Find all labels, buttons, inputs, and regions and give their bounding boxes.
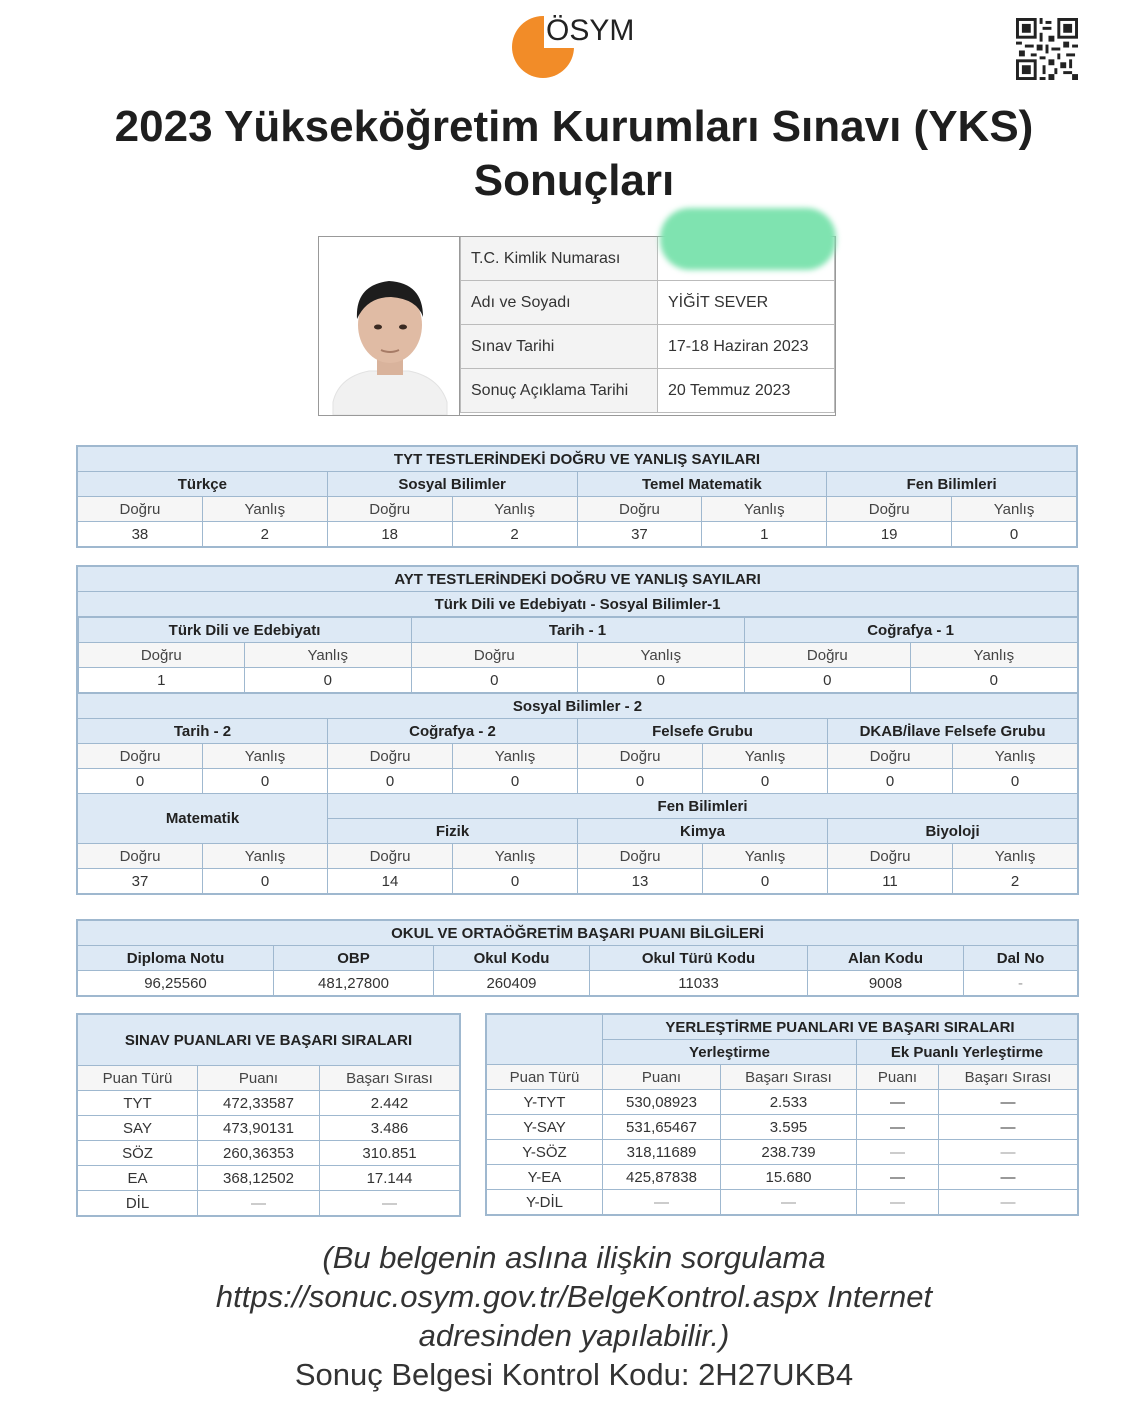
scores-table <box>77 1014 460 1216</box>
score-type: TYT <box>78 1091 198 1116</box>
ayt-table <box>77 566 1078 894</box>
tyt-table <box>77 446 1077 547</box>
tyt-value: 2 <box>202 522 327 547</box>
placement-header: Puan Türü <box>487 1065 603 1090</box>
placement-value: 531,65467 <box>603 1115 721 1140</box>
ayt-group-1-title: Türk Dili ve Edebiyatı - Sosyal Bilimler-1 <box>78 592 1078 617</box>
ayt-group-1-inner <box>78 617 1078 693</box>
ayt-value: 11 <box>828 869 953 894</box>
ek-value: — <box>857 1190 939 1215</box>
ayt-value: 0 <box>744 668 911 693</box>
diploma-notu: 96,25560 <box>78 971 274 996</box>
ayt-value: 0 <box>703 869 828 894</box>
qr-code-icon <box>1016 18 1078 80</box>
identity-row <box>461 281 835 325</box>
control-code: Sonuç Belgesi Kontrol Kodu: 2H27UKB4 <box>294 1357 854 1392</box>
placement-header: Puanı <box>603 1065 721 1090</box>
ayt-value: 0 <box>411 668 578 693</box>
dogru-label: Doğru <box>328 844 453 869</box>
tyt-value: 37 <box>577 522 702 547</box>
ayt-subject-biyoloji: Biyoloji <box>828 819 1078 844</box>
placement-rank: — <box>721 1190 857 1215</box>
ayt-subject-tarih-2: Tarih - 2 <box>78 719 328 744</box>
tyt-value: 19 <box>827 522 952 547</box>
ek-rank: — <box>939 1190 1078 1215</box>
ayt-value: 0 <box>578 668 745 693</box>
ayt-subject-felsefe: Felsefe Grubu <box>578 719 828 744</box>
alan-kodu: 9008 <box>808 971 964 996</box>
placement-value: 318,11689 <box>603 1140 721 1165</box>
obp-table <box>77 920 1078 996</box>
placement-ek: Ek Puanlı Yerleştirme <box>857 1040 1078 1065</box>
ayt-value: 0 <box>453 769 578 794</box>
footer-note <box>60 1238 1088 1394</box>
yanlis-label: Yanlış <box>703 844 828 869</box>
ek-rank: — <box>939 1165 1078 1190</box>
ayt-value: 0 <box>578 769 703 794</box>
tyt-value: 2 <box>452 522 577 547</box>
placement-header: Başarı Sırası <box>721 1065 857 1090</box>
placement-value: 425,87838 <box>603 1165 721 1190</box>
scores-header: Puan Türü <box>78 1066 198 1091</box>
name-value: YİĞİT SEVER <box>658 281 835 325</box>
score-value: — <box>198 1191 320 1216</box>
dogru-label: Doğru <box>327 497 452 522</box>
ayt-group-2-title: Sosyal Bilimler - 2 <box>78 694 1078 719</box>
score-value: 472,33587 <box>198 1091 320 1116</box>
score-rank: 3.486 <box>320 1116 460 1141</box>
placement-yer: Yerleştirme <box>603 1040 857 1065</box>
osym-logo <box>512 8 652 74</box>
exam-date-value: 17-18 Haziran 2023 <box>658 325 835 369</box>
placement-corner <box>487 1015 603 1065</box>
yanlis-label: Yanlış <box>702 497 827 522</box>
yanlis-label: Yanlış <box>953 844 1078 869</box>
ayt-value: 0 <box>953 769 1078 794</box>
ayt-subject-matematik: Matematik <box>78 794 328 844</box>
ayt-subject-edebiyat: Türk Dili ve Edebiyatı <box>78 618 411 643</box>
name-label: Adı ve Soyadı <box>461 281 658 325</box>
yanlis-label: Yanlış <box>245 643 412 668</box>
yanlis-label: Yanlış <box>911 643 1078 668</box>
score-type: SÖZ <box>78 1141 198 1166</box>
ek-rank: — <box>939 1090 1078 1115</box>
dogru-label: Doğru <box>828 744 953 769</box>
score-rank: — <box>320 1191 460 1216</box>
score-value: 473,90131 <box>198 1116 320 1141</box>
yanlis-label: Yanlış <box>452 497 577 522</box>
placement-title: YERLEŞTİRME PUANLARI VE BAŞARI SIRALARI <box>603 1015 1078 1040</box>
title-line-1: 2023 Yükseköğretim Kurumları Sınavı (YKS) <box>114 102 1034 151</box>
ayt-value: 0 <box>245 668 412 693</box>
ek-value: — <box>857 1165 939 1190</box>
yanlis-label: Yanlış <box>952 497 1077 522</box>
placement-rank: 2.533 <box>721 1090 857 1115</box>
okul-kodu: 260409 <box>434 971 590 996</box>
dogru-label: Doğru <box>328 744 453 769</box>
scores-header: Başarı Sırası <box>320 1066 460 1091</box>
ayt-value: 0 <box>911 668 1078 693</box>
obp-header: Diploma Notu <box>78 946 274 971</box>
placement-table <box>486 1014 1078 1215</box>
placement-type: Y-EA <box>487 1165 603 1190</box>
score-type: DİL <box>78 1191 198 1216</box>
yanlis-label: Yanlış <box>203 744 328 769</box>
placement-value: 530,08923 <box>603 1090 721 1115</box>
ayt-subject-cografya-1: Coğrafya - 1 <box>744 618 1077 643</box>
score-rank: 2.442 <box>320 1091 460 1116</box>
placement-type: Y-SÖZ <box>487 1140 603 1165</box>
dogru-label: Doğru <box>827 497 952 522</box>
obp-header: Okul Kodu <box>434 946 590 971</box>
score-value: 260,36353 <box>198 1141 320 1166</box>
footer-line-3: adresinden yapılabilir.) <box>418 1318 730 1353</box>
tyt-value: 38 <box>78 522 203 547</box>
ayt-subject-cografya-2: Coğrafya - 2 <box>328 719 578 744</box>
tyt-value: 18 <box>327 522 452 547</box>
score-value: 368,12502 <box>198 1166 320 1191</box>
obp-value: 481,27800 <box>274 971 434 996</box>
tyt-value: 1 <box>702 522 827 547</box>
dogru-label: Doğru <box>744 643 911 668</box>
okul-turu-kodu: 11033 <box>590 971 808 996</box>
scores-title: SINAV PUANLARI VE BAŞARI SIRALARI <box>78 1015 460 1066</box>
dogru-label: Doğru <box>78 844 203 869</box>
dogru-label: Doğru <box>78 744 203 769</box>
ayt-value: 0 <box>703 769 828 794</box>
tyt-title: TYT TESTLERİNDEKİ DOĞRU VE YANLIŞ SAYILARI <box>78 447 1077 472</box>
ek-value: — <box>857 1140 939 1165</box>
tyt-value: 0 <box>952 522 1077 547</box>
title-line-2: Sonuçları <box>473 156 675 205</box>
scores-header: Puanı <box>198 1066 320 1091</box>
placement-rank: 238.739 <box>721 1140 857 1165</box>
ayt-value: 0 <box>453 869 578 894</box>
ayt-subject-fizik: Fizik <box>328 819 578 844</box>
ek-rank: — <box>939 1140 1078 1165</box>
ayt-title: AYT TESTLERİNDEKİ DOĞRU VE YANLIŞ SAYILARI <box>78 567 1078 592</box>
ayt-value: 37 <box>78 869 203 894</box>
yanlis-label: Yanlış <box>202 497 327 522</box>
score-type: EA <box>78 1166 198 1191</box>
tc-label: T.C. Kimlik Numarası <box>461 237 658 281</box>
placement-type: Y-TYT <box>487 1090 603 1115</box>
dal-no: - <box>964 971 1078 996</box>
placement-header: Başarı Sırası <box>939 1065 1078 1090</box>
exam-date-label: Sınav Tarihi <box>461 325 658 369</box>
ayt-value: 0 <box>828 769 953 794</box>
ayt-subject-tarih-1: Tarih - 1 <box>411 618 744 643</box>
result-date-label: Sonuç Açıklama Tarihi <box>461 369 658 413</box>
yanlis-label: Yanlış <box>453 844 578 869</box>
ayt-value: 13 <box>578 869 703 894</box>
tyt-subject-fen: Fen Bilimleri <box>827 472 1077 497</box>
obp-header: Alan Kodu <box>808 946 964 971</box>
placement-rank: 15.680 <box>721 1165 857 1190</box>
placement-type: Y-DİL <box>487 1190 603 1215</box>
placement-type: Y-SAY <box>487 1115 603 1140</box>
ek-value: — <box>857 1090 939 1115</box>
dogru-label: Doğru <box>578 844 703 869</box>
obp-header: OBP <box>274 946 434 971</box>
ayt-value: 0 <box>203 769 328 794</box>
score-rank: 17.144 <box>320 1166 460 1191</box>
placement-header: Puanı <box>857 1065 939 1090</box>
dogru-label: Doğru <box>577 497 702 522</box>
ayt-subject-dkab: DKAB/İlave Felsefe Grubu <box>828 719 1078 744</box>
obp-header: Dal No <box>964 946 1078 971</box>
yanlis-label: Yanlış <box>578 643 745 668</box>
yanlis-label: Yanlış <box>453 744 578 769</box>
obp-title: OKUL VE ORTAÖĞRETİM BAŞARI PUANI BİLGİLERİ <box>78 921 1078 946</box>
footer-line-1: (Bu belgenin aslına ilişkin sorgulama <box>322 1240 826 1275</box>
ayt-subject-kimya: Kimya <box>578 819 828 844</box>
tyt-subject-matematik: Temel Matematik <box>577 472 827 497</box>
dogru-label: Doğru <box>411 643 578 668</box>
identity-row <box>461 369 835 413</box>
candidate-photo <box>319 237 460 415</box>
result-date-value: 20 Temmuz 2023 <box>658 369 835 413</box>
placement-rank: 3.595 <box>721 1115 857 1140</box>
logo-text: ÖSYM <box>546 14 635 47</box>
page-title <box>60 100 1088 208</box>
ayt-value: 0 <box>203 869 328 894</box>
dogru-label: Doğru <box>828 844 953 869</box>
yanlis-label: Yanlış <box>703 744 828 769</box>
ek-rank: — <box>939 1115 1078 1140</box>
score-type: SAY <box>78 1116 198 1141</box>
ayt-value: 0 <box>78 769 203 794</box>
ek-value: — <box>857 1115 939 1140</box>
dogru-label: Doğru <box>578 744 703 769</box>
footer-link[interactable]: https://sonuc.osym.gov.tr/BelgeKontrol.aspx Internet <box>215 1279 933 1314</box>
avatar <box>319 237 459 415</box>
redaction-mark <box>660 208 836 270</box>
dogru-label: Doğru <box>78 497 203 522</box>
identity-row <box>461 325 835 369</box>
ayt-value: 2 <box>953 869 1078 894</box>
tyt-subject-sosyal: Sosyal Bilimler <box>327 472 577 497</box>
yanlis-label: Yanlış <box>953 744 1078 769</box>
ayt-value: 0 <box>328 769 453 794</box>
obp-header: Okul Türü Kodu <box>590 946 808 971</box>
ayt-value: 14 <box>328 869 453 894</box>
dogru-label: Doğru <box>78 643 245 668</box>
ayt-group-1 <box>78 617 1078 694</box>
score-rank: 310.851 <box>320 1141 460 1166</box>
yanlis-label: Yanlış <box>203 844 328 869</box>
placement-value: — <box>603 1190 721 1215</box>
ayt-fen-title: Fen Bilimleri <box>328 794 1078 819</box>
ayt-value: 1 <box>78 668 245 693</box>
tyt-subject-turkce: Türkçe <box>78 472 328 497</box>
